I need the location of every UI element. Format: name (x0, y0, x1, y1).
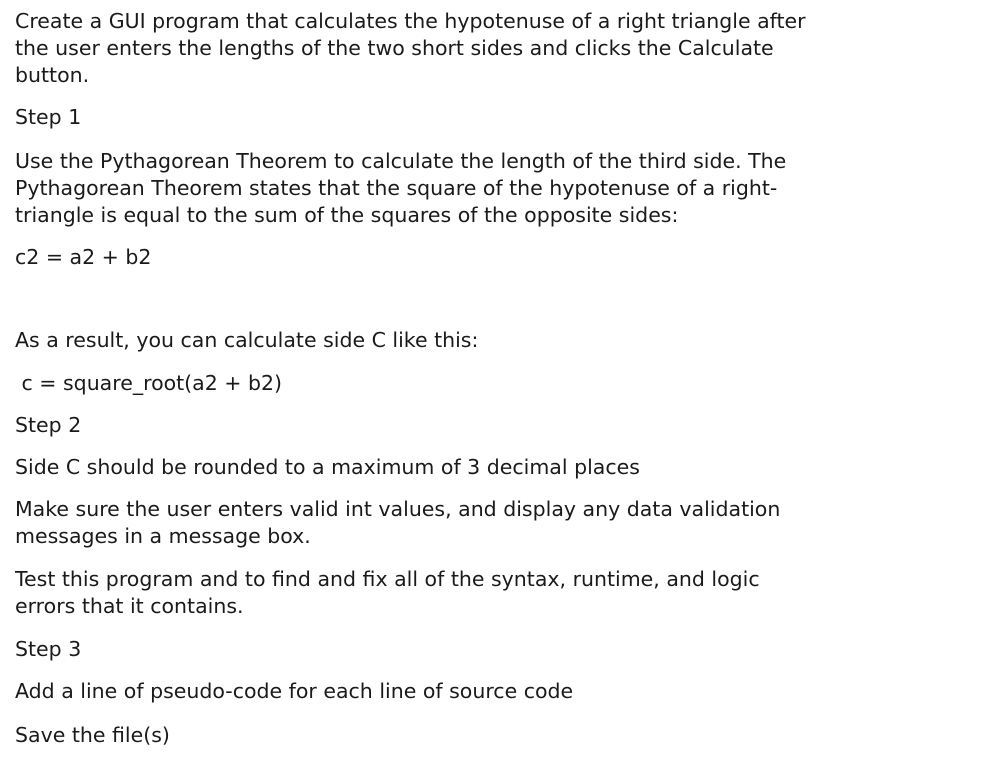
step2-validation (15, 496, 780, 550)
formula-pythagorean: c2 = a2 + b2 (15, 245, 152, 269)
test-line-2: errors that it contains. (15, 594, 244, 618)
step1-line-1: Use the Pythagorean Theorem to calculate the length of the third side. The (15, 149, 787, 173)
step1-paragraph (15, 148, 786, 229)
step1-line-3: triangle is equal to the sum of the squares of the opposite sides: (15, 203, 679, 227)
step2-heading: Step 2 (15, 413, 82, 437)
intro-line-1: Create a GUI program that calculates the hypotenuse of a right triangle after (15, 9, 806, 33)
intro-line-2: the user enters the lengths of the two short sides and clicks the Calculate (15, 36, 774, 60)
validation-line-2: messages in a message box. (15, 524, 311, 548)
step3-pseudo-code: Add a line of pseudo-code for each line of source code (15, 679, 574, 703)
step3-save: Save the file(s) (15, 723, 170, 747)
step3-heading: Step 3 (15, 637, 82, 661)
step1-line-2: Pythagorean Theorem states that the square of the hypotenuse of a right- (15, 176, 778, 200)
intro-line-3: button. (15, 63, 90, 87)
intro-paragraph (15, 8, 806, 89)
step1-heading: Step 1 (15, 105, 82, 129)
result-paragraph: As a result, you can calculate side C like this: (15, 328, 479, 352)
step2-rounding: Side C should be rounded to a maximum of 3 decimal places (15, 455, 640, 479)
validation-line-1: Make sure the user enters valid int values, and display any data validation (15, 497, 781, 521)
test-line-1: Test this program and to find and fix all of the syntax, runtime, and logic (15, 567, 760, 591)
step2-test (15, 566, 760, 620)
formula-square-root: c = square_root(a2 + b2) (15, 371, 283, 395)
